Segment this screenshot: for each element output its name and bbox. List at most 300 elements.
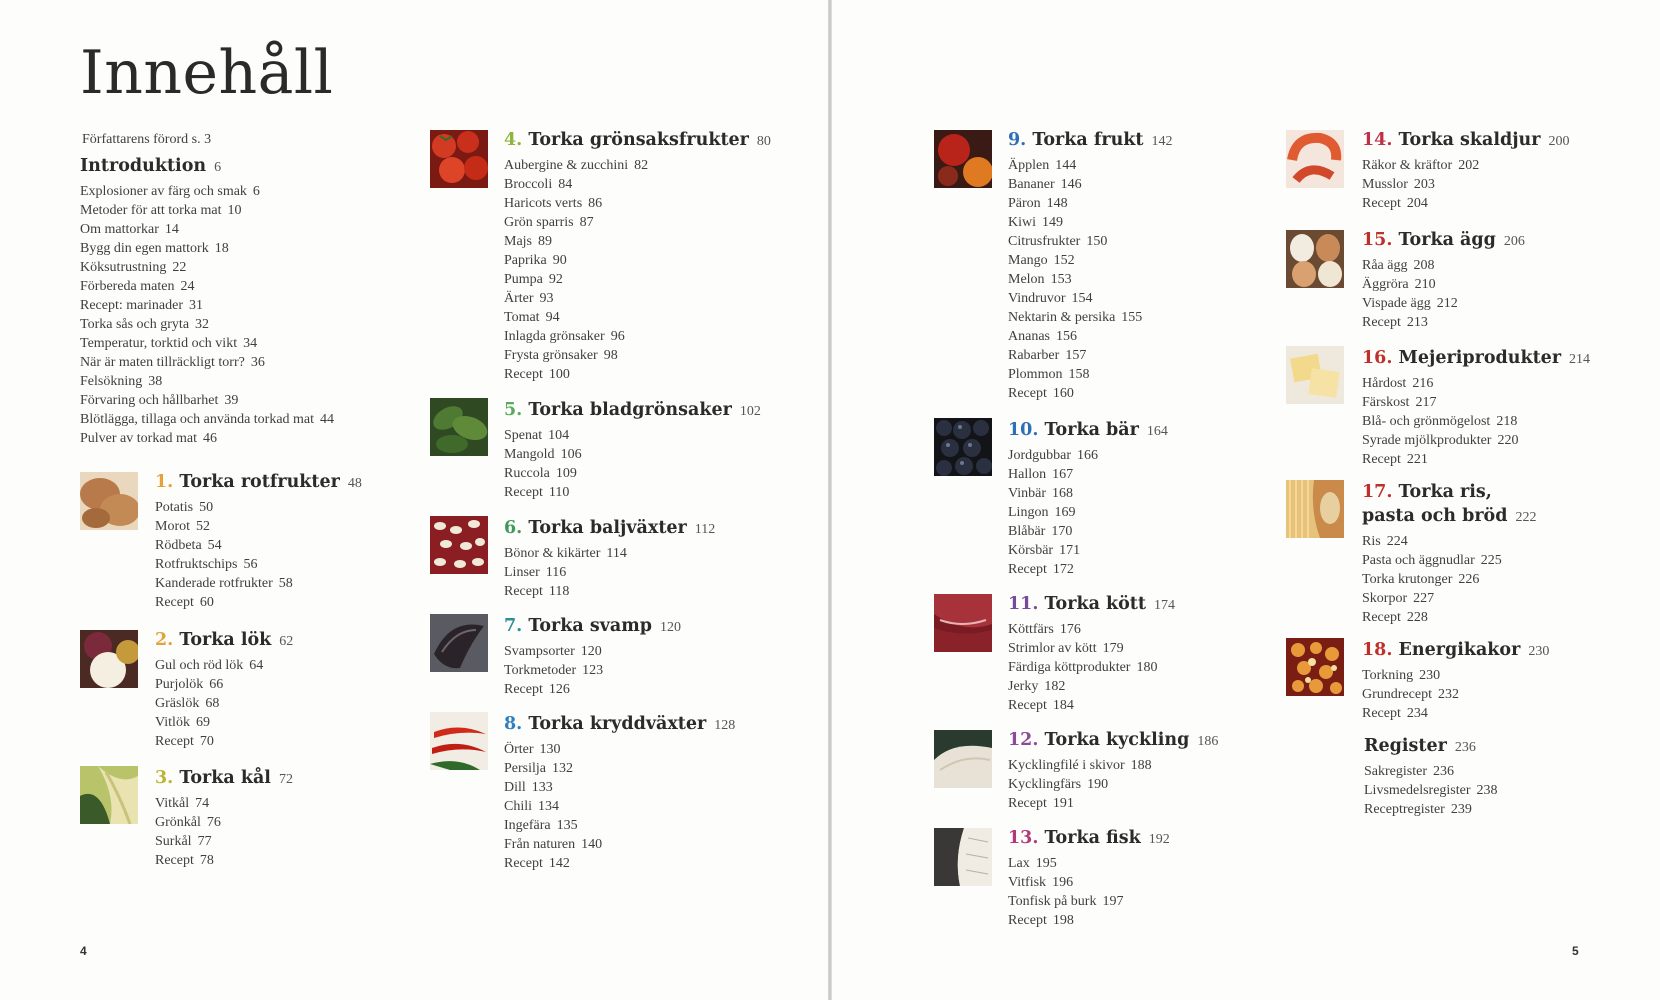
item-title: När är maten tillräckligt torr?	[80, 355, 245, 370]
chapter-items	[1362, 532, 1536, 627]
item-title: Majs	[504, 234, 532, 249]
item-page: 180	[1136, 660, 1158, 675]
item-page: 82	[634, 158, 649, 173]
item-page: 94	[545, 310, 560, 325]
foreword-entry: Författarens förord s. 3	[82, 132, 212, 147]
item-title: Temperatur, torktid och vikt	[80, 336, 238, 351]
item-title: Torkning	[1362, 668, 1414, 683]
item-title: Rabarber	[1008, 348, 1060, 363]
chapter-item	[504, 778, 735, 797]
item-title: Torkmetoder	[504, 663, 577, 678]
chapter-item	[155, 851, 293, 870]
folio-right: 5	[1572, 944, 1579, 958]
chapter-13	[1008, 826, 1170, 930]
item-page: 14	[164, 222, 179, 237]
item-title: Recept: marinader	[80, 298, 184, 313]
intro-item	[80, 182, 334, 201]
chapter-items	[1008, 446, 1168, 579]
item-title: Svampsorter	[504, 644, 575, 659]
item-page: 6	[252, 184, 260, 199]
chapter-items	[155, 794, 293, 870]
intro-section	[80, 154, 334, 448]
intro-item	[80, 315, 334, 334]
item-title: Vindruvor	[1008, 291, 1066, 306]
item-title: Aubergine & zucchini	[504, 158, 629, 173]
chapter-item	[1008, 892, 1170, 911]
chapter-item	[1362, 551, 1536, 570]
chapter-item	[1008, 503, 1168, 522]
chapter-title	[155, 628, 293, 654]
item-page: 190	[1087, 777, 1109, 792]
chapter-title	[1008, 592, 1175, 618]
chapter-item	[1362, 175, 1570, 194]
item-page: 198	[1052, 913, 1074, 928]
cheese-photo	[1286, 346, 1344, 404]
chapter-item	[1362, 704, 1549, 723]
item-page: 172	[1052, 562, 1074, 577]
chapter-number: 9.	[1008, 130, 1027, 150]
chapter-page: 222	[1515, 510, 1537, 525]
item-page: 224	[1386, 534, 1408, 549]
chapter-item	[504, 661, 681, 680]
chapter-item	[1008, 911, 1170, 930]
item-page: 66	[209, 677, 224, 692]
blueberry-photo	[934, 418, 992, 476]
chapter-title	[1362, 128, 1570, 154]
item-title: Recept	[504, 367, 543, 382]
item-page: 70	[199, 734, 214, 749]
chapter-item	[155, 517, 362, 536]
item-page: 64	[249, 658, 264, 673]
chapter-item	[1008, 465, 1168, 484]
item-title: Recept	[1008, 562, 1047, 577]
chapter-item	[1008, 346, 1173, 365]
item-page: 168	[1052, 486, 1074, 501]
chapter-item	[1008, 156, 1173, 175]
chapter-item	[504, 759, 735, 778]
chapter-items	[1008, 854, 1170, 930]
item-title: Räkor & kräftor	[1362, 158, 1453, 173]
item-page: 228	[1406, 610, 1428, 625]
chapter-title-text: Torka rotfrukter	[179, 472, 340, 492]
item-page: 166	[1077, 448, 1098, 463]
item-title: Surkål	[155, 834, 192, 849]
chapter-item	[1008, 522, 1168, 541]
item-page: 31	[189, 298, 204, 313]
item-page: 10	[227, 203, 242, 218]
chapter-15	[1362, 228, 1525, 332]
item-page: 39	[224, 393, 239, 408]
chapter-item	[504, 251, 771, 270]
item-page: 148	[1046, 196, 1068, 211]
item-page: 227	[1413, 591, 1435, 606]
item-title: Färdiga köttprodukter	[1008, 660, 1131, 675]
register-section	[1364, 734, 1498, 819]
chapter-item	[1008, 639, 1175, 658]
item-page: 69	[195, 715, 210, 730]
chapter-number: 5.	[504, 400, 523, 420]
item-page: 212	[1436, 296, 1458, 311]
item-title: Grönkål	[155, 815, 201, 830]
item-title: Recept	[1008, 698, 1047, 713]
item-page: 120	[580, 644, 602, 659]
item-title: Örter	[504, 742, 534, 757]
intro-item	[80, 391, 334, 410]
chapter-item	[155, 713, 293, 732]
item-title: Ruccola	[504, 466, 550, 481]
item-page: 118	[548, 584, 570, 599]
chapter-item	[504, 194, 771, 213]
item-page: 220	[1497, 433, 1519, 448]
chapter-title-text: Torka baljväxter	[528, 518, 687, 538]
chapter-page: 200	[1548, 134, 1570, 149]
intro-item	[80, 353, 334, 372]
chapter-14	[1362, 128, 1570, 213]
intro-title	[80, 154, 334, 180]
eggs-photo	[1286, 230, 1344, 288]
item-title: Recept	[1362, 706, 1401, 721]
chapter-1	[155, 470, 362, 612]
item-title: Kanderade rotfrukter	[155, 576, 273, 591]
item-page: 34	[243, 336, 258, 351]
chapter-title	[1362, 638, 1549, 664]
chapter-number: 10.	[1008, 420, 1039, 440]
item-page: 202	[1458, 158, 1480, 173]
item-page: 197	[1102, 894, 1124, 909]
item-page: 210	[1414, 277, 1436, 292]
item-title: Recept	[1008, 796, 1047, 811]
item-page: 196	[1052, 875, 1074, 890]
item-title: Sakregister	[1364, 764, 1427, 779]
chapter-12	[1008, 728, 1218, 813]
item-page: 109	[555, 466, 577, 481]
item-page: 76	[206, 815, 221, 830]
item-title: Syrade mjölkprodukter	[1362, 433, 1492, 448]
chapter-page: 174	[1153, 598, 1175, 613]
item-title: Kiwi	[1008, 215, 1036, 230]
chapter-page: 80	[756, 134, 771, 149]
chapter-item	[155, 732, 293, 751]
item-page: 182	[1044, 679, 1066, 694]
chapter-item	[504, 445, 761, 464]
tomato-photo	[430, 130, 488, 188]
leafy-greens-photo	[430, 398, 488, 456]
chapter-page: 112	[694, 522, 716, 537]
chapter-item	[1362, 570, 1536, 589]
chapter-title-line2	[1362, 504, 1536, 530]
item-title: Felsökning	[80, 374, 143, 389]
chapter-item	[1008, 289, 1173, 308]
item-title: Recept	[1008, 386, 1047, 401]
item-page: 110	[548, 485, 570, 500]
item-page: 152	[1053, 253, 1075, 268]
chapter-page: 128	[714, 718, 736, 733]
chapter-item	[504, 740, 735, 759]
chapter-item	[155, 536, 362, 555]
item-title: Skorpor	[1362, 591, 1408, 606]
item-page: 58	[278, 576, 293, 591]
item-title: Paprika	[504, 253, 547, 268]
chapter-item	[1008, 696, 1175, 715]
chapter-18	[1362, 638, 1549, 723]
item-title: Rotfruktschips	[155, 557, 238, 572]
item-title: Hallon	[1008, 467, 1047, 482]
chapter-items	[504, 544, 715, 601]
item-title: Pulver av torkad mat	[80, 431, 198, 446]
chapter-page: 102	[739, 404, 761, 419]
chapter-item	[1362, 589, 1536, 608]
item-page: 130	[539, 742, 561, 757]
chapter-5	[504, 398, 761, 502]
chapter-items	[1362, 156, 1570, 213]
chapter-item	[1362, 412, 1590, 431]
item-page: 156	[1056, 329, 1077, 344]
item-title: Blåbär	[1008, 524, 1046, 539]
chapter-item	[504, 680, 681, 699]
item-title: Bananer	[1008, 177, 1055, 192]
item-page: 134	[538, 799, 560, 814]
item-title: Päron	[1008, 196, 1041, 211]
chapter-items	[504, 642, 681, 699]
chapter-item	[155, 656, 293, 675]
chapter-items	[1362, 666, 1549, 723]
chapter-item	[504, 232, 771, 251]
item-page: 46	[203, 431, 218, 446]
item-page: 170	[1051, 524, 1073, 539]
item-title: Lax	[1008, 856, 1030, 871]
item-page: 160	[1052, 386, 1074, 401]
item-page: 144	[1055, 158, 1077, 173]
chapter-title	[1008, 826, 1170, 852]
chapter-page: 186	[1197, 734, 1219, 749]
chapter-item	[1008, 213, 1173, 232]
chapter-item	[1008, 658, 1175, 677]
chapter-6	[504, 516, 715, 601]
chapter-items	[155, 498, 362, 612]
chapter-item	[504, 797, 735, 816]
item-page: 22	[172, 260, 187, 275]
item-title: Bönor & kikärter	[504, 546, 601, 561]
folio-left: 4	[80, 944, 87, 958]
item-title: Ananas	[1008, 329, 1050, 344]
item-page: 226	[1458, 572, 1480, 587]
item-title: Äggröra	[1362, 277, 1409, 292]
item-title: Torka sås och gryta	[80, 317, 190, 332]
item-page: 60	[199, 595, 214, 610]
item-page: 50	[199, 500, 214, 515]
item-title: Ärter	[504, 291, 534, 306]
item-title: Inlagda grönsaker	[504, 329, 605, 344]
item-title: Recept	[504, 682, 543, 697]
item-page: 24	[180, 279, 195, 294]
chapter-item	[1008, 194, 1173, 213]
item-page: 146	[1060, 177, 1082, 192]
chapter-page: 120	[659, 620, 681, 635]
chapter-item	[504, 308, 771, 327]
item-title: Recept	[504, 485, 543, 500]
chapter-item	[504, 483, 761, 502]
chapter-page: 230	[1528, 644, 1550, 659]
item-title: Torka krutonger	[1362, 572, 1453, 587]
beans-photo	[430, 516, 488, 574]
page-title: Innehåll	[80, 38, 334, 108]
pasta-bread-photo	[1286, 480, 1344, 538]
chapter-page: 72	[278, 772, 293, 787]
item-page: 169	[1054, 505, 1076, 520]
item-title: Recept	[155, 853, 194, 868]
chapter-item	[504, 816, 735, 835]
item-title: Frysta grönsaker	[504, 348, 598, 363]
item-title: Recept	[1362, 315, 1401, 330]
item-page: 221	[1406, 452, 1428, 467]
chapter-item	[155, 794, 293, 813]
chapter-item	[1362, 685, 1549, 704]
item-title: Köksutrustning	[80, 260, 167, 275]
chapter-title	[504, 398, 761, 424]
item-title: Recept	[504, 856, 543, 871]
item-page: 92	[548, 272, 563, 287]
item-page: 167	[1052, 467, 1074, 482]
item-title: Broccoli	[504, 177, 553, 192]
chapter-title-text: Torka svamp	[528, 616, 652, 636]
item-page: 78	[199, 853, 214, 868]
intro-item	[80, 220, 334, 239]
chapter-item	[155, 555, 362, 574]
chapter-9	[1008, 128, 1173, 403]
chapter-2	[155, 628, 293, 751]
item-title: Recept	[1362, 610, 1401, 625]
chapter-item	[1362, 608, 1536, 627]
chapter-item	[504, 346, 771, 365]
chapter-number: 4.	[504, 130, 523, 150]
item-title: Recept	[155, 734, 194, 749]
chapter-item	[1008, 794, 1218, 813]
item-title: Melon	[1008, 272, 1045, 287]
item-title: Köttfärs	[1008, 622, 1054, 637]
chapter-item	[1362, 313, 1525, 332]
chapter-page: 62	[279, 634, 294, 649]
item-title: Tomat	[504, 310, 540, 325]
chapter-title-text: Mejeriprodukter	[1398, 348, 1562, 368]
onion-photo	[80, 630, 138, 688]
item-page: 68	[205, 696, 220, 711]
chapter-item	[1362, 450, 1590, 469]
item-page: 100	[548, 367, 570, 382]
item-page: 217	[1415, 395, 1437, 410]
chapter-title-text: Torka lök	[179, 630, 272, 650]
chapter-number: 7.	[504, 616, 523, 636]
item-title: Recept	[1008, 913, 1047, 928]
chapter-page: 214	[1569, 352, 1591, 367]
item-title: Ris	[1362, 534, 1381, 549]
chapter-title	[504, 516, 715, 542]
item-title: Färskost	[1362, 395, 1410, 410]
chapter-item	[1362, 666, 1549, 685]
intro-page: 6	[214, 160, 222, 175]
item-title: Morot	[155, 519, 190, 534]
chapter-number: 1.	[155, 472, 174, 492]
item-title: Citrusfrukter	[1008, 234, 1081, 249]
chapter-item	[155, 574, 362, 593]
chapter-number: 6.	[504, 518, 523, 538]
item-title: Receptregister	[1364, 802, 1445, 817]
intro-item	[80, 258, 334, 277]
item-title: Ingefära	[504, 818, 551, 833]
chapter-item	[504, 426, 761, 445]
item-title: Mangold	[504, 447, 555, 462]
chapter-item	[504, 835, 735, 854]
item-title: Musslor	[1362, 177, 1408, 192]
item-title: Pasta och äggnudlar	[1362, 553, 1475, 568]
chapter-items	[504, 156, 771, 384]
item-page: 238	[1476, 783, 1498, 798]
item-page: 239	[1450, 802, 1472, 817]
chapter-title	[1008, 418, 1168, 444]
item-page: 191	[1052, 796, 1074, 811]
chapter-item	[1362, 294, 1525, 313]
item-title: Om mattorkar	[80, 222, 159, 237]
item-page: 204	[1406, 196, 1428, 211]
item-page: 179	[1102, 641, 1124, 656]
chapter-items	[1008, 156, 1173, 403]
intro-item	[80, 429, 334, 448]
item-title: Kycklingfilé i skivor	[1008, 758, 1125, 773]
chapter-item	[1008, 541, 1168, 560]
chapter-item	[504, 270, 771, 289]
item-page: 74	[195, 796, 210, 811]
chapter-item	[504, 544, 715, 563]
item-title: Spenat	[504, 428, 543, 443]
item-title: Vinbär	[1008, 486, 1047, 501]
meat-photo	[934, 594, 992, 652]
item-title: Tonfisk på burk	[1008, 894, 1097, 909]
chapter-item	[1008, 175, 1173, 194]
item-title: Råa ägg	[1362, 258, 1408, 273]
item-page: 135	[556, 818, 578, 833]
item-page: 176	[1059, 622, 1081, 637]
item-title: Äpplen	[1008, 158, 1050, 173]
chapter-title-text: Torka frukt	[1032, 130, 1144, 150]
chapter-item	[1362, 156, 1570, 175]
chapter-title	[504, 128, 771, 154]
item-page: 77	[197, 834, 212, 849]
chapter-item	[504, 642, 681, 661]
chapter-item	[1008, 365, 1173, 384]
intro-item	[80, 277, 334, 296]
item-title: Rödbeta	[155, 538, 202, 553]
item-page: 142	[548, 856, 570, 871]
chapter-item	[504, 464, 761, 483]
cabbage-photo	[80, 766, 138, 824]
chapter-number: 2.	[155, 630, 174, 650]
chapter-title	[155, 470, 362, 496]
chapter-item	[1008, 384, 1173, 403]
chapter-number: 15.	[1362, 230, 1393, 250]
item-page: 225	[1480, 553, 1502, 568]
item-title: Explosioner av färg och smak	[80, 184, 247, 199]
item-title: Blå- och grönmögelost	[1362, 414, 1491, 429]
item-page: 44	[320, 412, 335, 427]
item-title: Bygg din egen mattork	[80, 241, 209, 256]
item-title: Potatis	[155, 500, 194, 515]
chapter-item	[504, 365, 771, 384]
chapter-item	[1362, 532, 1536, 551]
chapter-number: 3.	[155, 768, 174, 788]
item-title: Från naturen	[504, 837, 576, 852]
chapter-number: 14.	[1362, 130, 1393, 150]
item-title: Jordgubbar	[1008, 448, 1071, 463]
item-page: 171	[1059, 543, 1081, 558]
